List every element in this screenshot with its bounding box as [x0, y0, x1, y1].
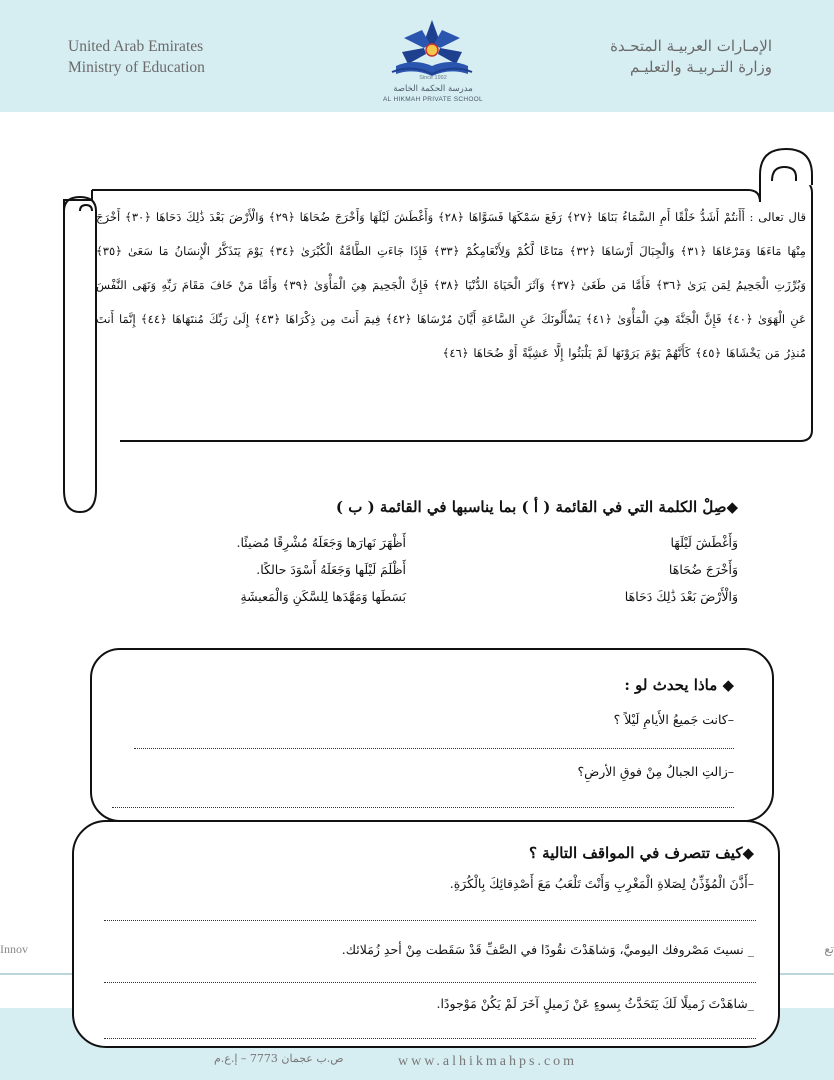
- footer-innovation-en: Innov: [0, 942, 28, 956]
- header-arabic: [610, 36, 772, 78]
- matching-title: ◆صِلْ الكلمة التي في القائمة ( أ ) بما يناسبها في القائمة ( ب ): [335, 498, 738, 516]
- list-b-item-3: بَسَطَها وَمَهَّدَها لِلسَّكَنِ وَالْمَعيشَةِ: [240, 589, 406, 604]
- how-to-act-title: ◆كيف تتصرف في المواقف التالية ؟: [528, 844, 754, 862]
- what-if-question-2: –زالتِ الجبالُ مِنْ فوقِ الأرضِ؟: [577, 764, 734, 779]
- logo-since: Since 1992: [419, 75, 447, 81]
- what-if-title: ◆ ماذا يحدث لو :: [624, 676, 734, 694]
- ministry-name-ar: وزارة التـربيـة والتعليـم: [630, 58, 772, 76]
- country-name-ar: الإمـارات العربيـة المتحـدة: [610, 37, 772, 55]
- situation-1: –أَذَّنَ الْمُؤَذِّنُ لِصَلاةِ الْمَغْرِبِ وَأَنْتَ تَلْعَبُ مَعَ أَصْدِقائِكَ بِالْكُرَةِ.: [449, 876, 754, 891]
- footer-innovation-ar: تع: [824, 942, 834, 956]
- answer-line[interactable]: [104, 1038, 756, 1039]
- ministry-name-en: Ministry of Education: [68, 59, 205, 76]
- list-b-item-1: أَظْهَرَ نَهارَها وَجَعَلَهُ مُشْرِقًا مُضيئًا.: [236, 535, 406, 550]
- quran-passage: قال تعالى : أَأَنتُمْ أَشَدُّ خَلْقًا أَمِ السَّمَاءُ بَنَاهَا ﴿٢٧﴾ رَفَعَ سَمْكَهَا فَسَوَّاهَا ﴿٢٨﴾ وَأَغْطَشَ لَيْلَهَا وَأَخْرَجَ ضُحَاهَا ﴿٢٩﴾ وَالْأَرْضَ بَعْدَ ذَٰلِكَ دَحَاهَا ﴿٣٠﴾ أَخْرَجَ مِنْهَا مَاءَهَا وَمَرْعَاهَا ﴿٣١﴾ وَالْجِبَالَ أَرْسَاهَا ﴿٣٢﴾ مَتَاعًا لَّكُمْ وَلِأَنْعَامِكُمْ ﴿٣٣﴾ فَإِذَا جَاءَتِ الطَّامَّةُ الْكُبْرَىٰ ﴿٣٤﴾ يَوْمَ يَتَذَكَّرُ الْإِنسَانُ مَا سَعَىٰ ﴿٣٥﴾ وَبُرِّزَتِ الْجَحِيمُ لِمَن يَرَىٰ ﴿٣٦﴾ فَأَمَّا مَن طَغَىٰ ﴿٣٧﴾ وَآثَرَ الْحَيَاةَ الدُّنْيَا ﴿٣٨﴾ فَإِنَّ الْجَحِيمَ هِيَ الْمَأْوَىٰ ﴿٣٩﴾ وَأَمَّا مَنْ خَافَ مَقَامَ رَبِّهِ وَنَهَى النَّفْسَ عَنِ الْهَوَىٰ ﴿٤٠﴾ فَإِنَّ الْجَنَّةَ هِيَ الْمَأْوَىٰ ﴿٤١﴾ يَسْأَلُونَكَ عَنِ السَّاعَةِ أَيَّانَ مُرْسَاهَا ﴿٤٢﴾ فِيمَ أَنتَ مِن ذِكْرَاهَا ﴿٤٣﴾ إِلَىٰ رَبِّكَ مُنتَهَاهَا ﴿٤٤﴾ إِنَّمَا أَنتَ مُنذِرُ مَن يَخْشَاهَا ﴿٤٥﴾ كَأَنَّهُمْ يَوْمَ يَرَوْنَهَا لَمْ يَلْبَثُوا إِلَّا عَشِيَّةً أَوْ ضُحَاهَا ﴿٤٦﴾: [96, 210, 807, 360]
- country-name-en: United Arab Emirates: [68, 38, 204, 55]
- footer-website: www.alhikmahps.com: [398, 1054, 578, 1069]
- logo-school-name-en: AL HIKMAH PRIVATE SCHOOL: [383, 96, 483, 103]
- situation-3: _شاهَدْتَ زَميلًا لَكَ يَتَحَدَّثُ بِسوءٍ عَنْ زَميلٍ آخَرَ لَمْ يَكُنْ مَوْجودًا.: [436, 996, 754, 1011]
- answer-line[interactable]: [134, 748, 734, 749]
- answer-line[interactable]: [104, 982, 756, 983]
- logo-school-name-ar: مدرسة الحكمة الخاصة: [393, 84, 473, 94]
- header-english: [68, 36, 205, 78]
- what-if-box: [90, 648, 774, 822]
- what-if-question-1: –كانت جَميعُ الأَيامِ لَيْلاً ؟: [613, 712, 734, 727]
- list-a-item-1: وَأَغْطَشَ لَيْلَهَا: [670, 535, 738, 550]
- list-a-item-2: وَأَخْرَجَ ضُحَاهَا: [668, 562, 738, 577]
- footer-po-box: ص.ب عجمان 7773 – إ.ع.م: [214, 1052, 344, 1065]
- list-b-item-2: أَظْلَمَ لَيْلَها وَجَعَلَهُ أَسْوَدَ حالكًا.: [256, 562, 406, 577]
- answer-line[interactable]: [104, 920, 756, 921]
- situation-2: _ نسيتَ مَصْروفك اليوميَّ، وَشاهَدْتَ نقُودًا في الصَّفِّ قَدْ سَقَطت مِنْ أحدِ زُمَلائك.: [341, 942, 754, 957]
- list-a-item-3: وَالْأَرْضَ بَعْدَ ذَٰلِكَ دَحَاهَا: [624, 589, 738, 604]
- answer-line[interactable]: [112, 807, 734, 808]
